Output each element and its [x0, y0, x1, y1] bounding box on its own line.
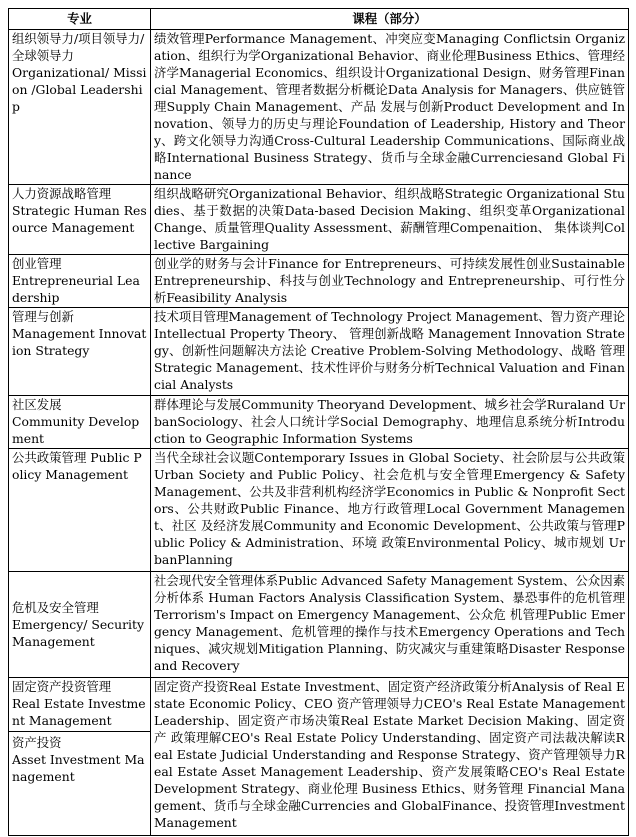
field-cell — [9, 30, 151, 185]
field-subrow-2 — [9, 731, 150, 785]
field-subrow-1 — [12, 678, 147, 729]
field-name-cn: 社区发展 — [12, 397, 62, 412]
header-field: 专业 — [9, 9, 151, 30]
field-name-en: Entrepreneurial Leadership — [12, 273, 140, 305]
courses-cell: 固定资产投资Real Estate Investment、固定资产经济政策分析Analysis of Real Estate Economic Policy、CEO 资产管理领导力CEO's Real Estate Management Leadership、固定资产市场决策Real Estate Market Decision Making、固定资产 政策理解CEO's Real Estate Policy Understanding、固定资产司法裁决解读Real Estate Judicial Understanding and Response Strategy、资产管理领导力Real Estate Asset Management Leadership、资产发展策略CEO's Real Estate Development Strategy、商业伦理 Business Ethics、财务管理 Financial Management、货币与全球金融Currencies and GlobalFinance、投资管理InvestmentManagement — [151, 678, 629, 836]
courses-cell: 组织战略研究Organizational Behavior、组织战略Strategic Organizational Studies、基于数据的决策Data-based Decision Making、组织变革Organizational Change、质量管理Quality Assessment、薪酬管理Compenaition、 集体谈判Collective Bargaining — [151, 185, 629, 255]
table-row — [9, 30, 629, 185]
field-cell — [9, 449, 151, 572]
table-row — [9, 678, 629, 836]
field-cell — [9, 572, 151, 678]
field-name-en: Community Development — [12, 414, 140, 446]
courses-cell: 绩效管理Performance Management、冲突应变Managing Conflictsin Organization、组织行为学Organizational Behavior、商业伦理Business Ethics、管理经济学Managerial Economics、组织设计Organizational Design、财务管理Financial Management、管理者数据分析概论Data Analysis for Managers、供应链管理Supply Chain Management、产品 发展与创新Product Development and Innovation、领导力的历史与理论Foundation of Leadership, History and Theory、跨文化领导力沟通Cross-Cultural Leadership Communications、国际商业战 略International Business Strategy、货币与全球金融Currenciesand Global Finance — [151, 30, 629, 185]
table-row — [9, 255, 629, 308]
field-name-cn: 危机及安全管理 — [12, 600, 99, 615]
courses-cell: 群体理论与发展Community Theoryand Development、城乡社会学Ruraland UrbanSociology、社会人口统计学Social Demography、地理信息系统分析Introduction to Geographic Information Systems — [151, 396, 629, 449]
field-name-cn: 人力资源战略管理 — [12, 186, 112, 201]
field-name-cn: 管理与创新 — [12, 309, 74, 324]
field-name-en-2: Asset Investment Management — [12, 752, 145, 784]
field-name-cn: 公共政策管理 Public Policy Management — [12, 450, 142, 482]
table-header-row — [9, 9, 629, 30]
field-name-en: Strategic Human Resource Management — [12, 203, 147, 235]
field-name-en: Emergency/ Security Management — [12, 617, 144, 649]
field-name-cn-2: 资产投资 — [12, 735, 62, 750]
field-cell — [9, 396, 151, 449]
courses-cell: 社会现代安全管理体系Public Advanced Safety Management System、公众因素分析体系 Human Factors Analysis Classification System、暴恐事件的危机管理Terrorism's Impact on Emergency Management、公众危 机管理Public Emergency Management、危机管理的操作与技术Emergency Operations and Techniques、减灾规划Mitigation Planning、防灾减灾与重建策略Disaster Responseand Recovery — [151, 572, 629, 678]
table-row — [9, 396, 629, 449]
table-row — [9, 308, 629, 396]
field-name-cn: 创业管理 — [12, 256, 62, 271]
field-cell — [9, 185, 151, 255]
table-row — [9, 572, 629, 678]
courses-cell: 当代全球社会议题Contemporary Issues in Global Society、社会阶层与公共政策Urban Society and Public Policy、社会危机与安全管理Emergency & Safety Management、公共及非营利机构经济学Economics in Public & Nonprofit Sectors、公共财政Public Finance、地方行政管理Local Government Management、社区 及经济发展Community and Economic Development、公共政策与管理Public Policy & Administration、环境 政策Environmental Policy、城市规划 UrbanPlanning — [151, 449, 629, 572]
field-name-cn: 固定资产投资管理 — [12, 679, 112, 694]
field-name-en: Organizational/ Mission /Global Leadership — [12, 65, 147, 114]
table-row — [9, 185, 629, 255]
course-table — [8, 8, 629, 836]
field-name-en: Management Innovation Strategy — [12, 326, 147, 358]
field-cell — [9, 678, 151, 836]
field-name-cn: 组织领导力/项目领导力/ 全球领导力 — [12, 31, 145, 63]
header-courses: 课程（部分） — [151, 9, 629, 30]
courses-cell: 创业学的财务与会计Finance for Entrepreneurs、可持续发展性创业Sustainable Entrepreneurship、科技与创业Technology and Entrepreneurship、可行性分析Feasibility Analysis — [151, 255, 629, 308]
field-cell — [9, 255, 151, 308]
field-cell — [9, 308, 151, 396]
courses-cell: 技术项目管理Management of Technology Project Management、智力资产理论Intellectual Property Theory、 管理创新战略 Management Innovation Strategy、创新性问题解决方法论 Creative Problem-Solving Methodology、战略 管理Strategic Management、技术性评价与财务分析Technical Valuation and Financial Analysts — [151, 308, 629, 396]
table-row — [9, 449, 629, 572]
field-name-en: Real Estate Investment Management — [12, 696, 146, 728]
